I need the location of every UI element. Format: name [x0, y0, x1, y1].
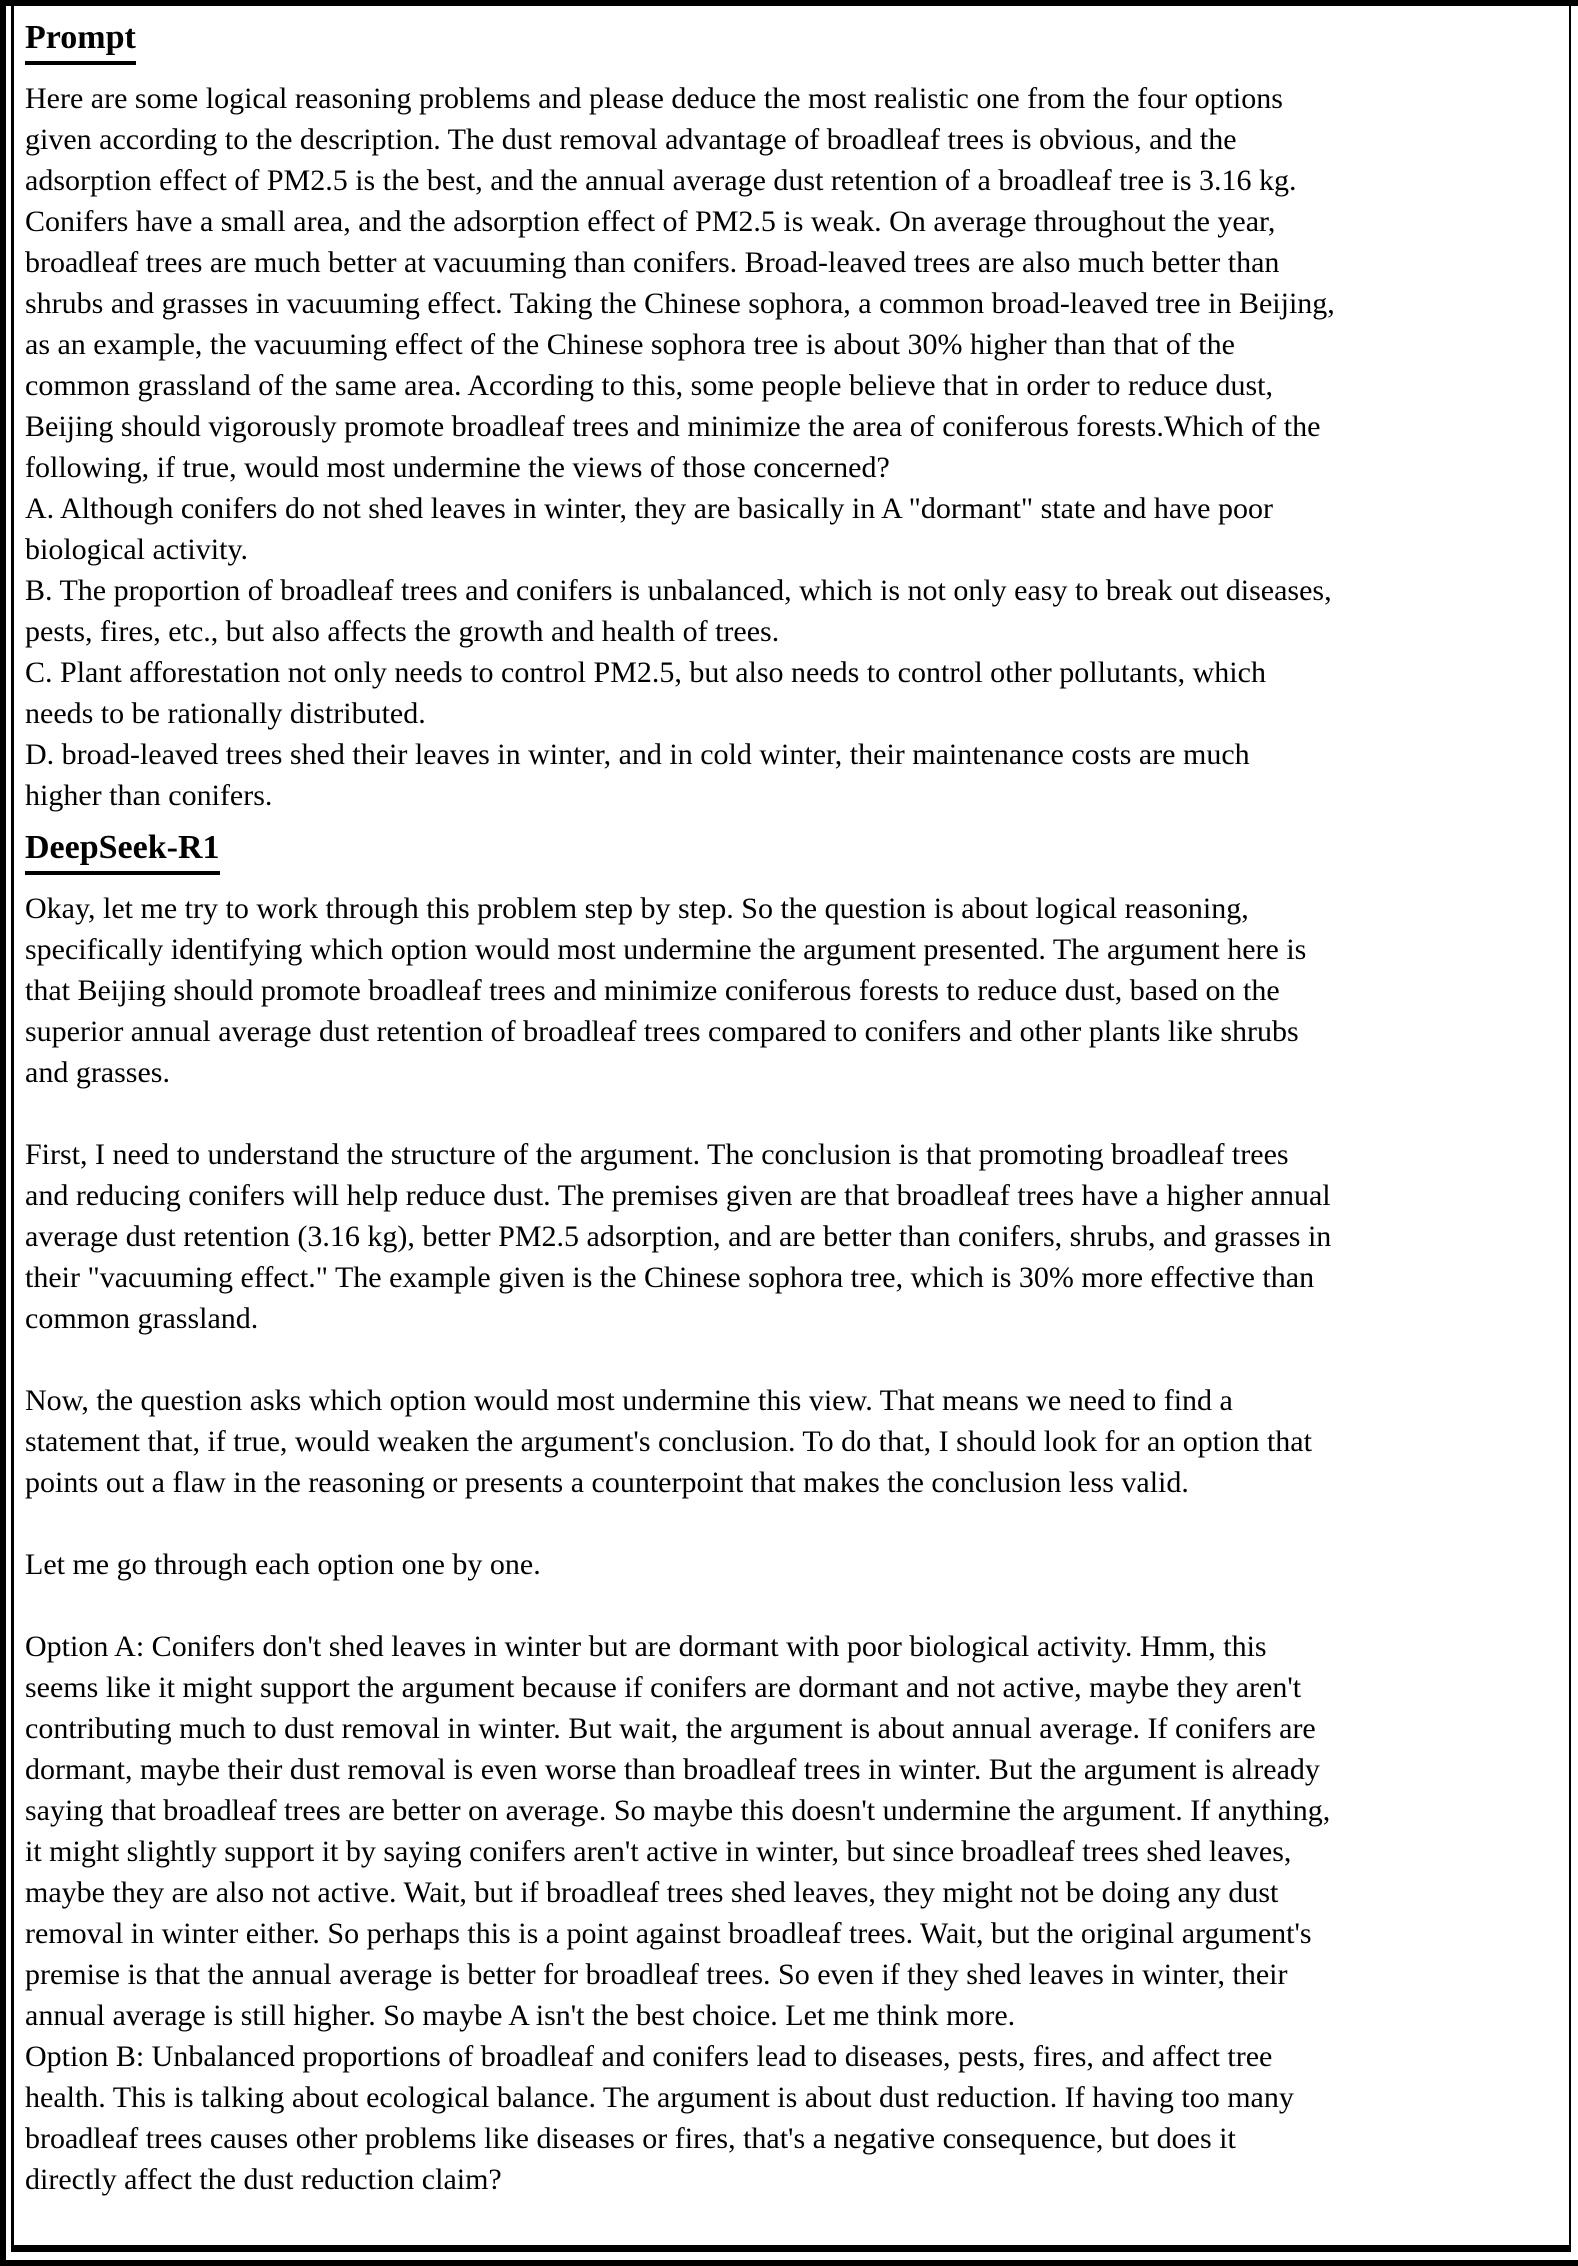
text-line: Conifers have a small area, and the adsorption effect of PM2.5 is weak. On average throughout the year,: [25, 205, 1276, 238]
text-line: it might slightly support it by saying conifers aren't active in winter, but since broadleaf trees shed leaves,: [25, 1835, 1292, 1868]
text-line: Okay, let me try to work through this problem step by step. So the question is about logical reasoning,: [25, 892, 1249, 925]
text-line: adsorption effect of PM2.5 is the best, and the annual average dust retention of a broadleaf tree is 3.16 kg.: [25, 164, 1297, 197]
paragraph: [25, 1626, 1567, 2200]
text-line: broadleaf trees causes other problems like diseases or fires, that's a negative consequence, but does it: [25, 2122, 1236, 2155]
text-line: health. This is talking about ecological balance. The argument is about dust reduction. If having too many: [25, 2081, 1294, 2114]
text-line: given according to the description. The dust removal advantage of broadleaf trees is obvious, and the: [25, 123, 1237, 156]
text-line: statement that, if true, would weaken the argument's conclusion. To do that, I should look for an option that: [25, 1425, 1312, 1458]
text-line: Option A: Conifers don't shed leaves in winter but are dormant with poor biological activity. Hmm, this: [25, 1630, 1267, 1663]
prompt-heading: [25, 16, 1567, 66]
text-line: higher than conifers.: [25, 779, 273, 812]
table-outer-border-left: [0, 0, 6, 2266]
deepseek-r1-heading-text: DeepSeek-R1: [25, 826, 220, 875]
text-line: Here are some logical reasoning problems and please deduce the most realistic one from the four options: [25, 82, 1283, 115]
text-line: specifically identifying which option would most undermine the argument presented. The argument here is: [25, 933, 1307, 966]
text-line: superior annual average dust retention of broadleaf trees compared to conifers and other plants like shrubs: [25, 1015, 1299, 1048]
text-line: their "vacuuming effect." The example given is the Chinese sophora tree, which is 30% more effective than: [25, 1261, 1315, 1294]
text-line: seems like it might support the argument because if conifers are dormant and not active, maybe they aren't: [25, 1671, 1302, 1704]
text-line: biological activity.: [25, 533, 248, 566]
section-deepseek-r1: [25, 826, 1567, 2200]
text-line: Now, the question asks which option would most undermine this view. That means we need to find a: [25, 1384, 1233, 1417]
paragraph: [25, 1134, 1567, 1339]
prompt-text-block: [25, 78, 1567, 816]
text-line: saying that broadleaf trees are better on average. So maybe this doesn't undermine the argument. If anything,: [25, 1794, 1331, 1827]
text-line: as an example, the vacuuming effect of the Chinese sophora tree is about 30% higher than that of the: [25, 328, 1235, 361]
text-line: annual average is still higher. So maybe A isn't the best choice. Let me think more.: [25, 1999, 1016, 2032]
text-line: A. Although conifers do not shed leaves in winter, they are basically in A "dormant" state and have poor: [25, 492, 1273, 525]
text-line: First, I need to understand the structure of the argument. The conclusion is that promoting broadleaf trees: [25, 1138, 1289, 1171]
text-line: directly affect the dust reduction claim?: [25, 2163, 502, 2196]
text-line: common grassland.: [25, 1302, 259, 1335]
text-line: needs to be rationally distributed.: [25, 697, 426, 730]
text-line: dormant, maybe their dust removal is even worse than broadleaf trees in winter. But the argument is already: [25, 1753, 1320, 1786]
text-line: shrubs and grasses in vacuuming effect. Taking the Chinese sophora, a common broad-leaved tree in Beijing,: [25, 287, 1335, 320]
text-line: and reducing conifers will help reduce dust. The premises given are that broadleaf trees have a higher annual: [25, 1179, 1331, 1212]
text-line: points out a flaw in the reasoning or presents a counterpoint that makes the conclusion less valid.: [25, 1466, 1189, 1499]
text-line: Option B: Unbalanced proportions of broadleaf and conifers lead to diseases, pests, fires, and affect tree: [25, 2040, 1273, 2073]
text-line: pests, fires, etc., but also affects the growth and health of trees.: [25, 615, 780, 648]
text-line: premise is that the annual average is better for broadleaf trees. So even if they shed leaves in winter, their: [25, 1958, 1288, 1991]
text-line: D. broad-leaved trees shed their leaves in winter, and in cold winter, their maintenance costs are much: [25, 738, 1250, 771]
paragraph: [25, 1380, 1567, 1503]
text-line: removal in winter either. So perhaps this is a point against broadleaf trees. Wait, but the original argument's: [25, 1917, 1312, 1950]
text-line: B. The proportion of broadleaf trees and conifers is unbalanced, which is not only easy to break out diseases,: [25, 574, 1332, 607]
paragraph: [25, 78, 1567, 816]
section-prompt: [25, 16, 1567, 816]
text-line: that Beijing should promote broadleaf trees and minimize coniferous forests to reduce dust, based on the: [25, 974, 1280, 1007]
prompt-heading-text: Prompt: [25, 16, 136, 65]
deepseek-r1-heading: [25, 826, 1567, 876]
deepseek-r1-text-block: [25, 888, 1567, 2200]
text-line: Let me go through each option one by one.: [25, 1548, 541, 1581]
text-line: following, if true, would most undermine the views of those concerned?: [25, 451, 890, 484]
next-table-row-border: [0, 2260, 1578, 2266]
text-line: and grasses.: [25, 1056, 170, 1089]
text-line: average dust retention (3.16 kg), better PM2.5 adsorption, and are better than conifers, shrubs, and grasses in: [25, 1220, 1332, 1253]
text-line: contributing much to dust removal in winter. But wait, the argument is about annual average. If conifers are: [25, 1712, 1316, 1745]
text-line: broadleaf trees are much better at vacuuming than conifers. Broad-leaved trees are also much better than: [25, 246, 1280, 279]
text-line: Beijing should vigorously promote broadleaf trees and minimize the area of coniferous forests.Which of the: [25, 410, 1321, 443]
text-line: common grassland of the same area. According to this, some people believe that in order to reduce dust,: [25, 369, 1273, 402]
paragraph: [25, 1544, 1567, 1585]
text-line: maybe they are also not active. Wait, but if broadleaf trees shed leaves, they might not be doing any dust: [25, 1876, 1279, 1909]
paragraph: [25, 888, 1567, 1093]
text-line: C. Plant afforestation not only needs to control PM2.5, but also needs to control other pollutants, which: [25, 656, 1266, 689]
table-content-cell: [11, 6, 1571, 2252]
